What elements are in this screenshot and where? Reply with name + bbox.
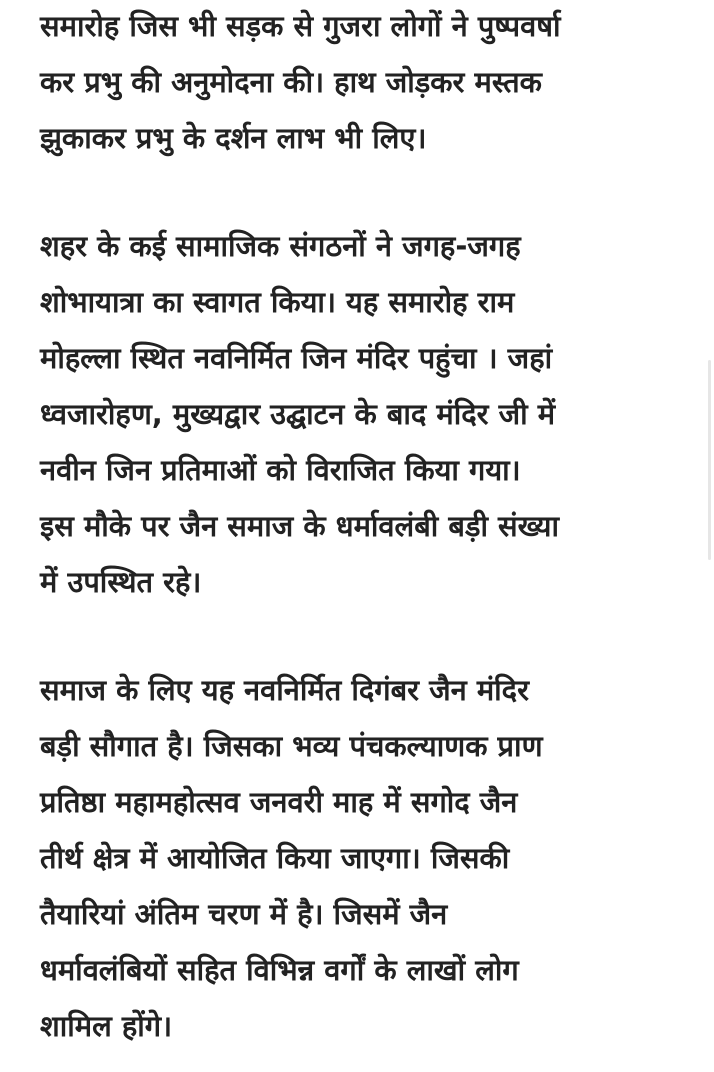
text-line: प्रतिष्ठा महामहोत्सव जनवरी माह में सगोद जैन	[40, 785, 518, 819]
text-line: समारोह जिस भी सड़क से गुजरा लोगों ने पुष्पवर्षा	[40, 9, 561, 43]
paragraph-1	[40, 0, 690, 166]
paragraph-2	[40, 218, 690, 610]
text-line: में उपस्थित रहे।	[40, 565, 202, 599]
text-line: ध्वजारोहण, मुख्यद्वार उद्घाटन के बाद मंदिर जी में	[40, 397, 556, 431]
text-line: इस मौके पर जैन समाज के धर्मावलंबी बड़ी संख्या	[40, 509, 559, 543]
text-line: तैयारियां अंतिम चरण में है। जिसमें जैन	[40, 897, 448, 931]
text-line: शहर के कई सामाजिक संगठनों ने जगह-जगह	[40, 229, 521, 263]
text-line: समाज के लिए यह नवनिर्मित दिगंबर जैन मंदिर	[40, 673, 529, 707]
text-line: झुकाकर प्रभु के दर्शन लाभ भी लिए।	[40, 121, 427, 155]
text-line: बड़ी सौगात है। जिसका भव्य पंचकल्याणक प्राण	[40, 729, 543, 763]
text-line: धर्मावलंबियों सहित विभिन्न वर्गों के लाखों लोग	[40, 953, 519, 987]
text-line: नवीन जिन प्रतिमाओं को विराजित किया गया।	[40, 453, 521, 487]
article-body	[40, 0, 690, 1054]
text-line: शामिल होंगे।	[40, 1009, 173, 1043]
text-line: शोभायात्रा का स्वागत किया। यह समारोह राम	[40, 285, 515, 319]
text-line: मोहल्ला स्थित नवनिर्मित जिन मंदिर पहुंचा । जहां	[40, 341, 553, 375]
paragraph-3	[40, 662, 690, 1054]
text-line: तीर्थ क्षेत्र में आयोजित किया जाएगा। जिसकी	[40, 841, 510, 875]
text-line: कर प्रभु की अनुमोदना की। हाथ जोड़कर मस्तक	[40, 65, 542, 99]
scrollbar[interactable]	[708, 360, 711, 560]
